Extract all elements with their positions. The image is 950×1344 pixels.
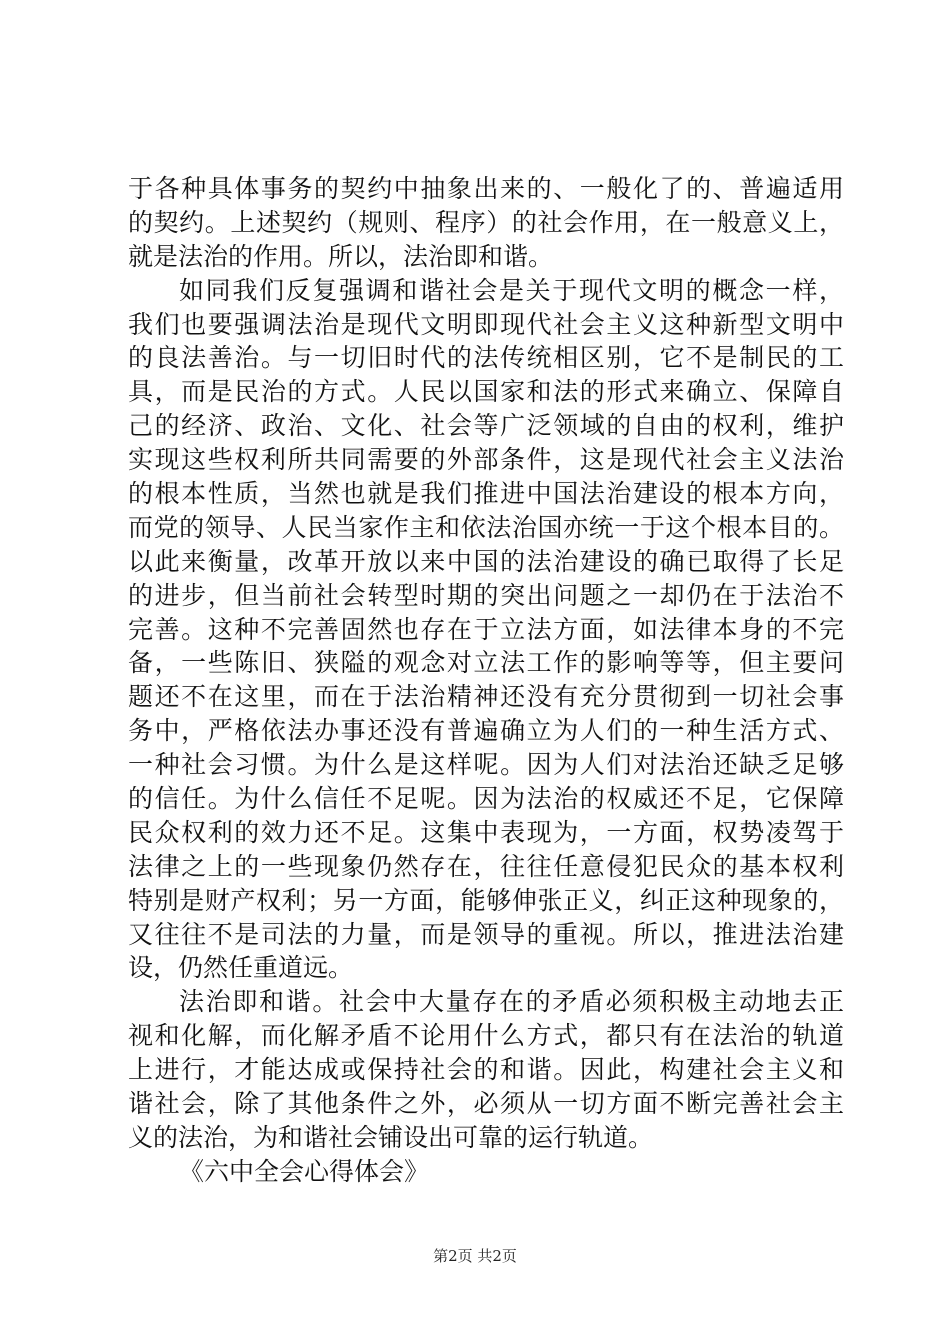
text-line: 于各种具体事务的契约中抽象出来的、一般化了的、普遍适用 [128,174,844,203]
text-line: 就是法治的作用。所以，法治即和谐。 [128,241,554,271]
paragraph-start-line: 法治即和谐。社会中大量存在的矛盾必须积极主动地去正 [179,987,844,1017]
text-line: 又往往不是司法的力量，而是领导的重视。所以，推进法治建 [128,919,844,949]
text-line: 的根本性质，当然也就是我们推进中国法治建设的根本方向， [128,479,844,509]
text-line: 的进步，但当前社会转型时期的突出问题之一却仍在于法治不 [128,580,844,610]
text-line: 法律之上的一些现象仍然存在，往往任意侵犯民众的基本权利 [128,851,844,881]
text-line: 己的经济、政治、文化、社会等广泛领域的自由的权利，维护 [128,411,844,441]
text-line: 实现这些权利所共同需要的外部条件，这是现代社会主义法治 [128,445,844,475]
text-line: 特别是财产权利；另一方面，能够伸张正义，纠正这种现象的， [128,885,844,915]
text-line: 视和化解，而化解矛盾不论用什么方式，都只有在法治的轨道 [128,1021,844,1051]
text-line: 具，而是民治的方式。人民以国家和法的形式来确立、保障自 [128,377,844,407]
text-line: 以此来衡量，改革开放以来中国的法治建设的确已取得了长足 [128,546,844,576]
text-line: 谐社会，除了其他条件之外，必须从一切方面不断完善社会主 [128,1089,844,1119]
text-line: 一种社会习惯。为什么是这样呢。因为人们对法治还缺乏足够 [128,750,844,780]
text-line: 我们也要强调法治是现代文明即现代社会主义这种新型文明中 [128,309,844,339]
text-line: 的信任。为什么信任不足呢。因为法治的权威还不足，它保障 [128,784,844,814]
page-footer: 第2页 共2页 [433,1247,517,1265]
text-line: 的契约。上述契约（规则、程序）的社会作用，在一般意义上， [128,207,844,237]
text-line: 而党的领导、人民当家作主和依法治国亦统一于这个根本目的。 [128,512,844,542]
text-line: 备，一些陈旧、狭隘的观念对立法工作的影响等等，但主要问 [128,648,844,678]
text-line: 完善。这种不完善固然也存在于立法方面，如法律本身的不完 [128,614,844,644]
closing-title-line: 《六中全会心得体会》 [179,1156,430,1186]
text-line: 的良法善治。与一切旧时代的法传统相区别，它不是制民的工 [128,343,844,373]
body-text [128,172,844,1189]
text-line: 题还不在这里，而在于法治精神还没有充分贯彻到一切社会事 [128,682,844,712]
text-line: 义的法治，为和谐社会铺设出可靠的运行轨道。 [128,1122,654,1152]
text-line: 设，仍然任重道远。 [128,953,354,983]
text-line: 上进行，才能达成或保持社会的和谐。因此，构建社会主义和 [128,1055,844,1085]
text-line: 务中，严格依法办事还没有普遍确立为人们的一种生活方式、 [128,716,844,746]
text-line: 民众权利的效力还不足。这集中表现为，一方面，权势凌驾于 [128,817,844,847]
paragraph-start-line: 如同我们反复强调和谐社会是关于现代文明的概念一样， [179,275,844,305]
